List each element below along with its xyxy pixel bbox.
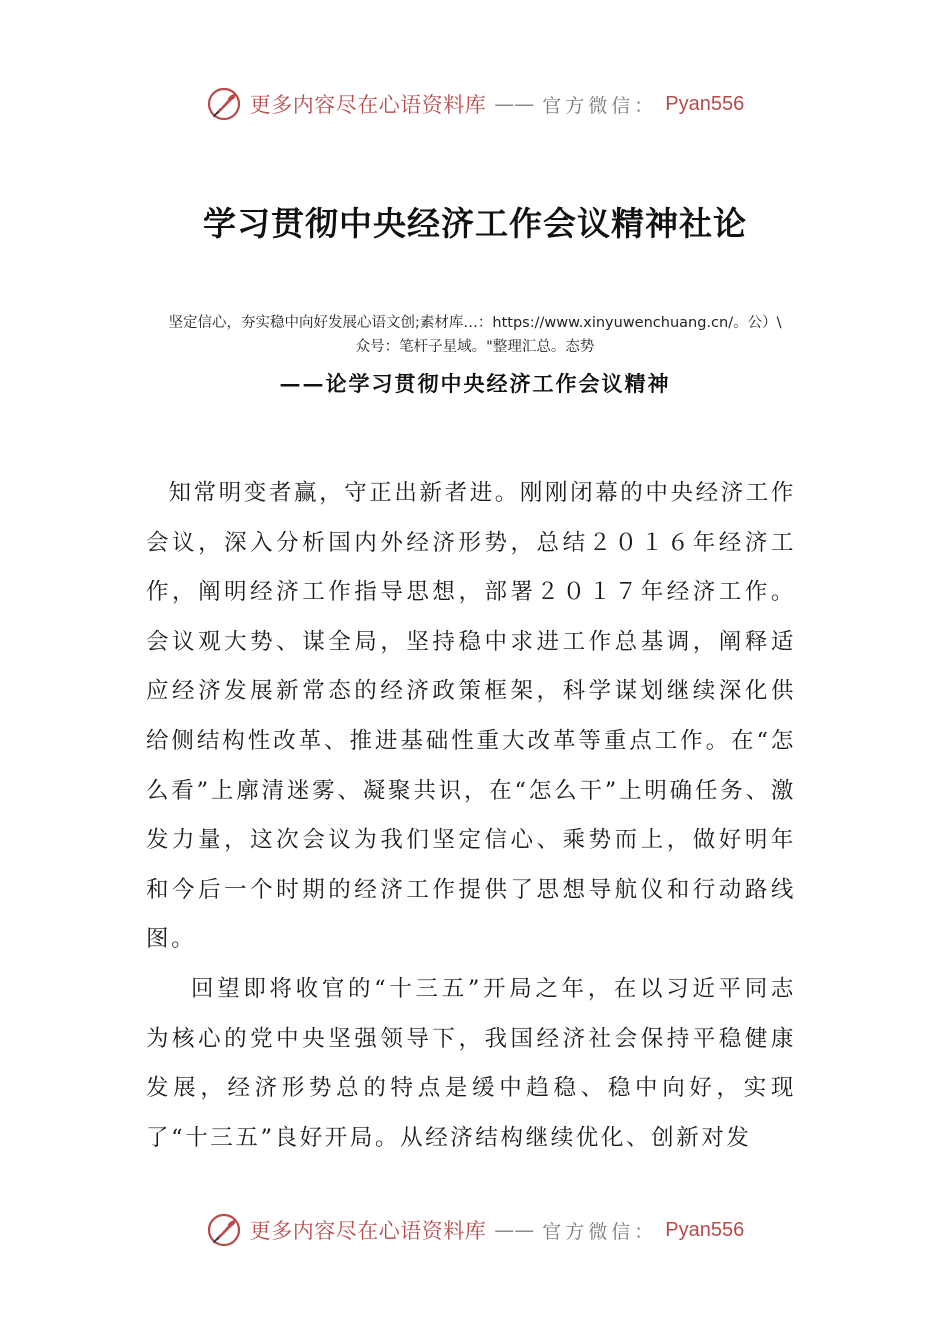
brand-text: 更多内容尽在心语资料库: [249, 1219, 487, 1243]
wechat-id: Pyan556: [665, 1218, 745, 1241]
wechat-id: Pyan556: [665, 92, 745, 115]
quill-pen-logo-icon: [206, 1212, 242, 1248]
subtitle: ——论学习贯彻中央经济工作会议精神: [279, 371, 671, 396]
wechat-label: 官方微信：: [542, 94, 658, 117]
banner-dash: ——: [494, 1218, 535, 1242]
footer-banner: [0, 1208, 950, 1252]
source-note: [95, 311, 855, 359]
brand-text: 更多内容尽在心语资料库: [249, 93, 487, 117]
header-banner: [0, 82, 950, 126]
quill-pen-logo-icon: [206, 86, 242, 122]
source-note-line-2: 众号：笔杆子星域。"整理汇总。态势: [355, 339, 595, 355]
wechat-label: 官方微信：: [542, 1220, 658, 1243]
paragraph: 回望即将收官的“十三五”开局之年，在以习近平同志为核心的党中央坚强领导下，我国经济社会保持平稳健康发展，经济形势总的特点是缓中趋稳、稳中向好，实现了“十三五”良好开局。从经济结构继续优化、创新对发: [146, 975, 796, 1151]
banner-dash: ——: [494, 92, 535, 116]
page-title: 学习贯彻中央经济工作会议精神社论: [203, 204, 747, 243]
article-body: [146, 469, 796, 1163]
paragraph: 知常明变者赢，守正出新者进。刚刚闭幕的中央经济工作会议，深入分析国内外经济形势，总结２０１６年经济工作，阐明经济工作指导思想，部署２０１７年经济工作。会议观大势、谋全局，坚持稳中求进工作总基调，阐释适应经济发展新常态的经济政策框架，科学谋划继续深化供给侧结构性改革、推进基础性重大改革等重点工作。在“怎么看”上廓清迷雾、凝聚共识，在“怎么干”上明确任务、激发力量，这次会议为我们坚定信心、乘势而上，做好明年和今后一个时期的经济工作提供了思想导航仪和行动路线图。: [146, 480, 797, 953]
source-note-line-1: 坚定信心，夯实稳中向好发展心语文创;素材库…：https://www.xinyuwenchuang.cn/。公）\: [168, 315, 782, 331]
